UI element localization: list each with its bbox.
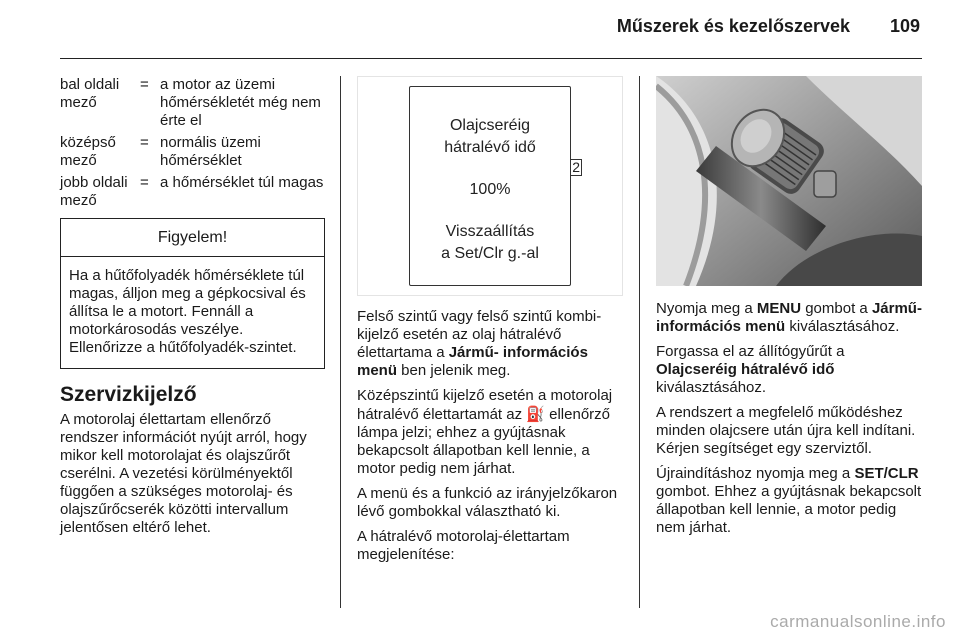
bold-term: MENU <box>756 300 802 317</box>
legend-definition: a hőmérséklet túl magas <box>160 174 324 191</box>
bold-term: Jármű- információs menü <box>357 344 588 379</box>
column-left <box>60 76 325 544</box>
text: gombot. Ehhez a gyújtásnak bekapcsolt állapotban kell lennie, a motor pedig nem járhat. <box>656 483 922 536</box>
legend-term: jobb oldali mező <box>60 174 128 209</box>
paragraph: A hátralévő motorolaj-élettartam megjelenítése: <box>357 528 570 563</box>
text: Forgassa el az állítógyűrűt a <box>656 343 845 360</box>
text: Felső szintű vagy felső szintű kombi-kijelző esetén az olaj hátralévő élettartama a <box>357 308 602 361</box>
display-line: a Set/Clr g.-al <box>441 245 539 262</box>
column-right <box>656 76 922 544</box>
warning-body: Ha a hűtőfolyadék hőmérséklete túl magas, álljon meg a gépkocsival és állítsa le a motort. Fennáll a motorkárosodás veszélye. Ellenőrizze a hűtőfolyadék-szintet. <box>69 267 306 356</box>
instrument-display <box>409 86 580 286</box>
text: ben jelenik meg. <box>397 362 511 379</box>
paragraph <box>357 387 623 478</box>
text: kiválasztásához. <box>785 318 900 335</box>
legend-equals: = <box>140 134 149 151</box>
column-divider-1 <box>340 76 341 608</box>
legend-equals: = <box>140 174 149 191</box>
header-divider <box>60 58 922 59</box>
section-paragraph: A motorolaj élettartam ellenőrző rendszer információt nyújt arról, hogy mikor kell motorolajat és olajszűrőt cserélni. A vezetési körülményektől függően a szükséges motorolaj- és olajszűrőcserék közötti intervallum jelentősen eltérő lehet. <box>60 411 307 536</box>
bold-term: Olajcseréig hátralévő idő <box>656 361 835 378</box>
text: Nyomja meg a <box>656 300 757 317</box>
display-line: hátralévő idő <box>444 139 536 156</box>
text: gombot a <box>801 300 872 317</box>
display-illustration <box>357 76 623 296</box>
column-divider-2 <box>639 76 640 608</box>
text: Középszintű kijelző esetén a motorolaj hátralévő élettartamát az <box>357 387 613 423</box>
paragraph <box>656 465 922 537</box>
page-header-title: Műszerek és kezelőszervek <box>616 16 850 36</box>
legend-definition: normális üzemi hőmérséklet <box>160 134 261 169</box>
text: Újraindításhoz nyomja meg a <box>656 465 855 482</box>
legend-equals: = <box>140 76 149 93</box>
display-line: Visszaállítás <box>445 223 535 240</box>
warning-title: Figyelem! <box>61 219 324 257</box>
paragraph: A rendszert a megfelelő működéshez minden olajcsere után újra kell indítani. Kérjen segítséget egy szerviztől. <box>656 404 916 457</box>
paragraph <box>656 343 922 397</box>
paragraph <box>357 308 623 380</box>
text: ellenőrző lámpa jelzi; ehhez a gyújtásnak bekapcsolt állapotban kell lennie, a motor pedig nem járhat. <box>357 406 610 477</box>
display-percent: 100% <box>469 181 511 198</box>
paragraph: A menü és a funkció az irányjelzőkaron lévő gombokkal választható ki. <box>357 485 618 520</box>
display-line: Olajcseréig <box>449 117 531 134</box>
menu-level-marker: 2 <box>572 159 580 175</box>
legend-row <box>60 174 325 210</box>
turn-signal-lever-photo <box>656 76 922 286</box>
bold-term: SET/CLR <box>854 465 919 482</box>
warning-box <box>60 218 325 369</box>
legend-term: középső mező <box>60 134 116 169</box>
legend-row <box>60 134 325 170</box>
bold-term: Jármű- információs menü <box>656 300 922 335</box>
text: kiválasztásához. <box>656 379 767 396</box>
oil-change-lamp-icon: ⛽ <box>526 405 545 423</box>
legend-definition: a motor az üzemi hőmérsékletét még nem érte el <box>160 76 321 129</box>
watermark: carmanualsonline.info <box>770 612 946 631</box>
paragraph <box>656 300 922 336</box>
column-middle <box>357 76 623 571</box>
legend-row <box>60 76 325 130</box>
legend-term: bal oldali mező <box>60 76 120 111</box>
section-title: Szervizkijelző <box>60 383 197 406</box>
page-number: 109 <box>889 16 920 36</box>
